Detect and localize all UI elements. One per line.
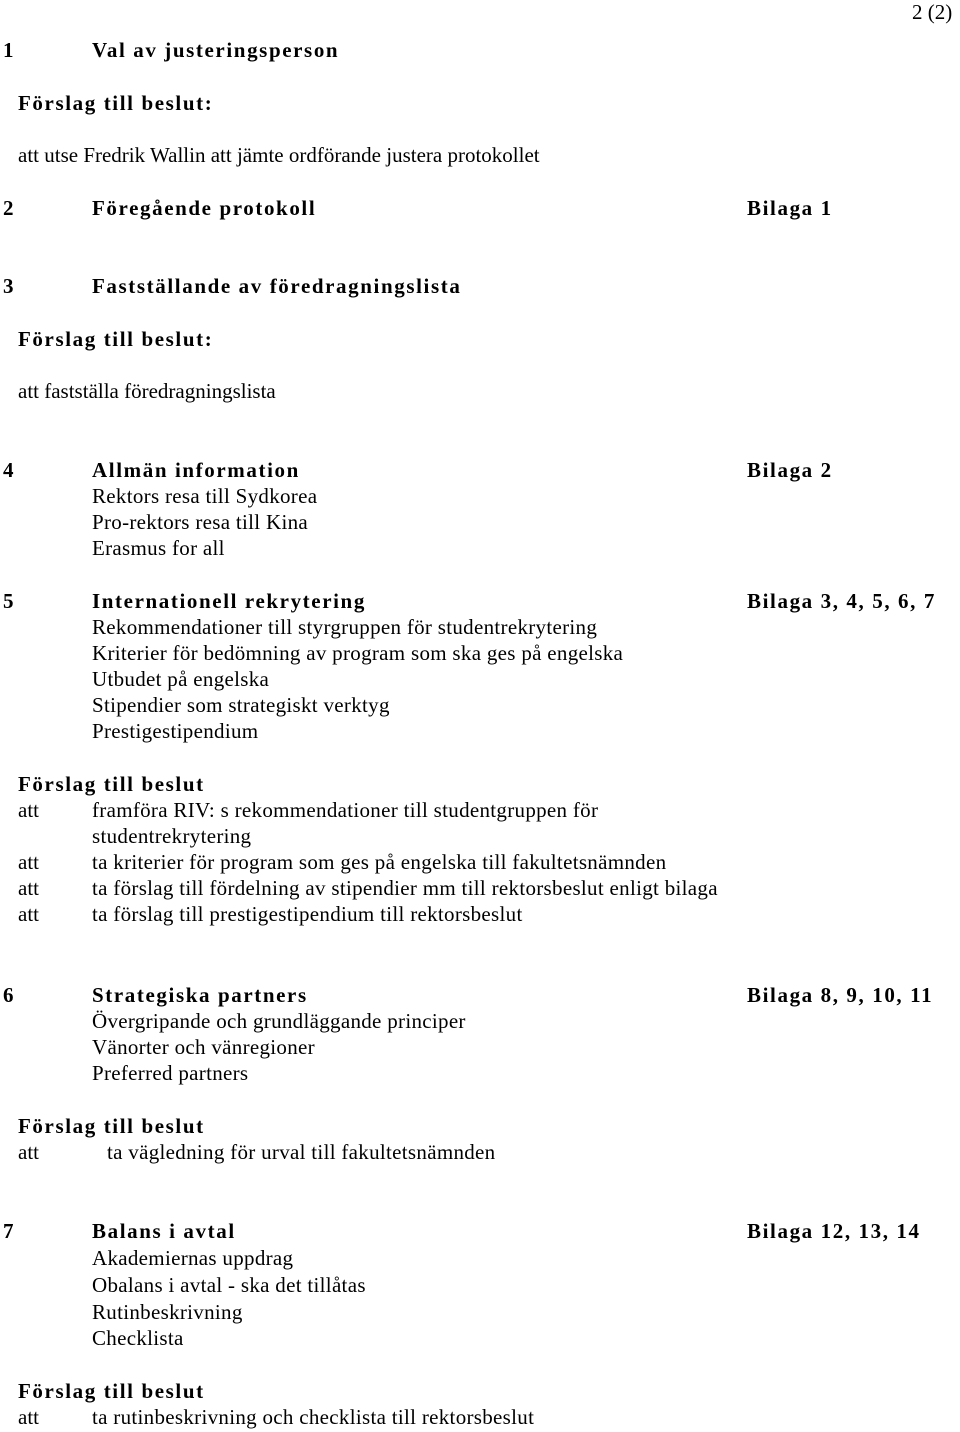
item-7-number: 7: [3, 1219, 16, 1243]
item-6-subitem: Preferred partners: [92, 1061, 249, 1085]
item-6-subitem: Vänorter och vänregioner: [92, 1035, 315, 1059]
item-6-proposal-heading: Förslag till beslut: [18, 1114, 205, 1138]
item-4-number: 4: [3, 458, 16, 482]
item-5-proposal-heading: Förslag till beslut: [18, 772, 205, 796]
decision-text: studentrekrytering: [92, 824, 252, 848]
item-4-attachment: Bilaga 2: [747, 458, 833, 482]
item-2-number: 2: [3, 196, 16, 220]
item-5-subitem: Utbudet på engelska: [92, 667, 270, 691]
item-5-title: Internationell rekrytering: [92, 589, 366, 613]
item-5-subitem: Prestigestipendium: [92, 719, 259, 743]
item-2-title: Föregående protokoll: [92, 196, 317, 220]
item-1-proposal-heading: Förslag till beslut:: [18, 91, 214, 115]
item-7-subitem: Akademiernas uppdrag: [92, 1246, 294, 1270]
item-7-subitem: Rutinbeskrivning: [92, 1300, 243, 1324]
item-7-attachment: Bilaga 12, 13, 14: [747, 1219, 921, 1243]
item-6-number: 6: [3, 983, 16, 1007]
decision-text: ta rutinbeskrivning och checklista till rektorsbeslut: [92, 1405, 535, 1429]
item-4-title: Allmän information: [92, 458, 300, 482]
decision-att: att: [18, 850, 39, 874]
decision-text: ta kriterier för program som ges på engelska till fakultetsnämnden: [92, 850, 667, 874]
item-5-attachment: Bilaga 3, 4, 5, 6, 7: [747, 589, 936, 613]
item-1-proposal: att utse Fredrik Wallin att jämte ordförande justera protokollet: [18, 143, 540, 167]
item-4-subitem: Rektors resa till Sydkorea: [92, 484, 318, 508]
decision-att: att: [18, 798, 39, 822]
item-4-subitem: Erasmus for all: [92, 536, 225, 560]
decision-att: att: [18, 1140, 39, 1164]
decision-text: ta vägledning för urval till fakultetsnämnden: [107, 1140, 496, 1164]
item-6-title: Strategiska partners: [92, 983, 308, 1007]
item-7-subitem: Obalans i avtal - ska det tillåtas: [92, 1273, 366, 1297]
decision-att: att: [18, 902, 39, 926]
decision-att: att: [18, 876, 39, 900]
item-5-subitem: Kriterier för bedömning av program som ska ges på engelska: [92, 641, 624, 665]
item-7-subitem: Checklista: [92, 1326, 184, 1350]
page-number: 2 (2): [912, 0, 953, 24]
item-5-subitem: Stipendier som strategiskt verktyg: [92, 693, 390, 717]
item-7-title: Balans i avtal: [92, 1219, 236, 1243]
item-3-number: 3: [3, 274, 16, 298]
item-5-subitem: Rekommendationer till styrgruppen för studentrekrytering: [92, 615, 598, 639]
item-3-title: Fastställande av föredragningslista: [92, 274, 462, 298]
decision-text: ta förslag till prestigestipendium till rektorsbeslut: [92, 902, 523, 926]
item-6-attachment: Bilaga 8, 9, 10, 11: [747, 983, 934, 1007]
item-4-subitem: Pro-rektors resa till Kina: [92, 510, 308, 534]
decision-text: ta förslag till fördelning av stipendier mm till rektorsbeslut enligt bilaga: [92, 876, 718, 900]
item-3-proposal-heading: Förslag till beslut:: [18, 327, 214, 351]
item-5-number: 5: [3, 589, 16, 613]
item-1-title: Val av justeringsperson: [92, 38, 340, 62]
item-2-attachment: Bilaga 1: [747, 196, 833, 220]
item-6-subitem: Övergripande och grundläggande principer: [92, 1009, 466, 1033]
item-1-number: 1: [3, 38, 16, 62]
item-3-proposal: att fastställa föredragningslista: [18, 379, 276, 403]
decision-text: framföra RIV: s rekommendationer till studentgruppen för: [92, 798, 599, 822]
decision-att: att: [18, 1405, 39, 1429]
item-7-proposal-heading: Förslag till beslut: [18, 1379, 205, 1403]
